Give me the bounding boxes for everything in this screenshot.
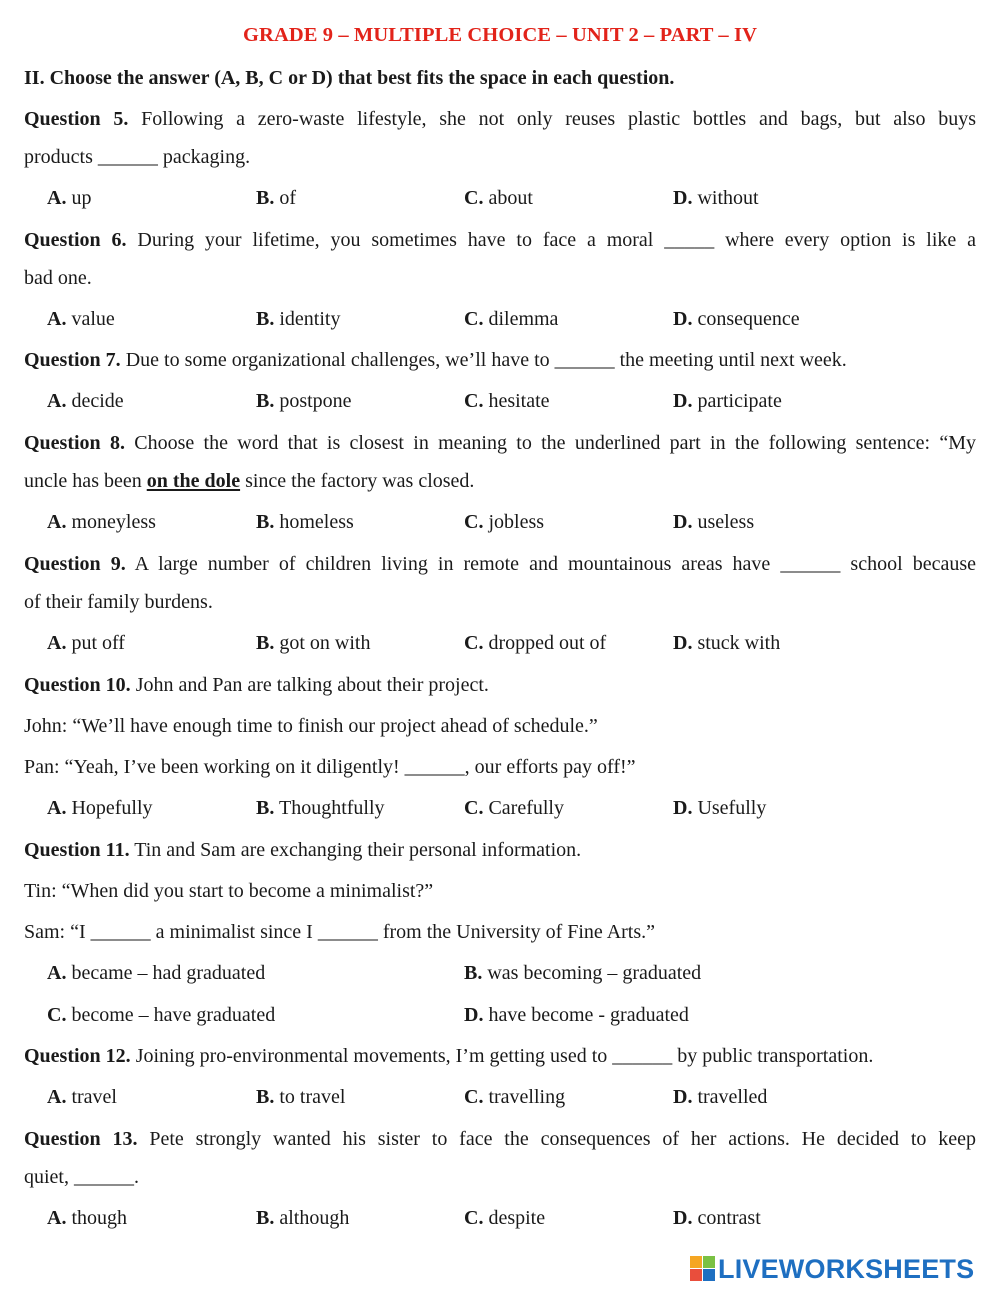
q12-option-c[interactable]: C. travelling — [464, 1086, 566, 1108]
q8-option-d[interactable]: D. useless — [673, 511, 755, 533]
q7-option-b[interactable]: B. postpone — [256, 390, 352, 412]
q7-option-c[interactable]: C. hesitate — [464, 390, 550, 412]
q11-option-b[interactable]: B. was becoming – graduated — [464, 962, 702, 984]
question-8-text-cont: uncle has been on the dole since the factory was closed. — [24, 470, 475, 492]
q10-option-d[interactable]: D. Usefully — [673, 797, 767, 819]
q13-option-d[interactable]: D. contrast — [673, 1207, 761, 1229]
q7-option-a[interactable]: A. decide — [47, 390, 124, 412]
q6-option-a[interactable]: A. value — [47, 308, 115, 330]
question-5-text-cont: products ______ packaging. — [24, 146, 251, 168]
question-6-text-cont: bad one. — [24, 267, 92, 289]
liveworksheets-logo-icon — [690, 1256, 716, 1282]
question-11-text: Question 11. Tin and Sam are exchanging their personal information. — [24, 839, 582, 861]
question-9-text-cont: of their family burdens. — [24, 591, 213, 613]
underlined-phrase: on the dole — [146, 470, 241, 492]
question-10-text: Question 10. John and Pan are talking about their project. — [24, 674, 489, 696]
q8-option-b[interactable]: B. homeless — [256, 511, 354, 533]
q5-option-d[interactable]: D. without — [673, 187, 759, 209]
q9-option-d[interactable]: D. stuck with — [673, 632, 781, 654]
q11-option-d[interactable]: D. have become - graduated — [464, 1004, 689, 1026]
q5-option-c[interactable]: C. about — [464, 187, 533, 209]
q11-option-a[interactable]: A. became – had graduated — [47, 962, 266, 984]
q9-option-b[interactable]: B. got on with — [256, 632, 371, 654]
q5-option-a[interactable]: A. up — [47, 187, 92, 209]
question-10-dialog-john: John: “We’ll have enough time to finish our project ahead of schedule.” — [24, 715, 598, 737]
q13-option-c[interactable]: C. despite — [464, 1207, 546, 1229]
question-13-text-cont: quiet, ______. — [24, 1166, 139, 1188]
instruction: II. Choose the answer (A, B, C or D) that best fits the space in each question. — [24, 67, 675, 89]
q11-option-c[interactable]: C. become – have graduated — [47, 1004, 276, 1026]
question-9-text: Question 9. A large number of children living in remote and mountainous areas have ______ school because — [24, 553, 976, 575]
q10-option-b[interactable]: B. Thoughtfully — [256, 797, 385, 819]
question-7-text: Question 7. Due to some organizational challenges, we’ll have to ______ the meeting until next week. — [24, 349, 847, 371]
q8-option-a[interactable]: A. moneyless — [47, 511, 156, 533]
logo-text: LIVEWORKSHEETS — [718, 1253, 975, 1284]
q13-option-a[interactable]: A. though — [47, 1207, 128, 1229]
q9-option-c[interactable]: C. dropped out of — [464, 632, 607, 654]
q9-option-a[interactable]: A. put off — [47, 632, 125, 654]
question-6-text: Question 6. During your lifetime, you sometimes have to face a moral _____ where every option is like a — [24, 229, 976, 251]
liveworksheets-logo[interactable] — [690, 1252, 974, 1286]
question-12-text: Question 12. Joining pro-environmental movements, I’m getting used to ______ by public transportation. — [24, 1045, 874, 1067]
question-11-dialog-tin: Tin: “When did you start to become a minimalist?” — [24, 880, 434, 902]
q13-option-b[interactable]: B. although — [256, 1207, 350, 1229]
q7-option-d[interactable]: D. participate — [673, 390, 782, 412]
q6-option-c[interactable]: C. dilemma — [464, 308, 559, 330]
question-11-dialog-sam: Sam: “I ______ a minimalist since I ______ from the University of Fine Arts.” — [24, 921, 656, 943]
q5-option-b[interactable]: B. of — [256, 187, 297, 209]
page-title: GRADE 9 – MULTIPLE CHOICE – UNIT 2 – PART – IV — [243, 24, 757, 46]
question-13-text: Question 13. Pete strongly wanted his sister to face the consequences of her actions. He decided to keep — [24, 1128, 976, 1150]
q12-option-d[interactable]: D. travelled — [673, 1086, 768, 1108]
q8-option-c[interactable]: C. jobless — [464, 511, 545, 533]
q6-option-b[interactable]: B. identity — [256, 308, 341, 330]
q6-option-d[interactable]: D. consequence — [673, 308, 800, 330]
q10-option-a[interactable]: A. Hopefully — [47, 797, 153, 819]
q12-option-a[interactable]: A. travel — [47, 1086, 117, 1108]
q12-option-b[interactable]: B. to travel — [256, 1086, 346, 1108]
question-10-dialog-pan: Pan: “Yeah, I’ve been working on it diligently! ______, our efforts pay off!” — [24, 756, 636, 778]
q10-option-c[interactable]: C. Carefully — [464, 797, 564, 819]
question-8-text: Question 8. Choose the word that is closest in meaning to the underlined part in the following sentence: “My — [24, 432, 976, 454]
question-5-text: Question 5. Following a zero-waste lifestyle, she not only reuses plastic bottles and bags, but also buys — [24, 108, 976, 130]
